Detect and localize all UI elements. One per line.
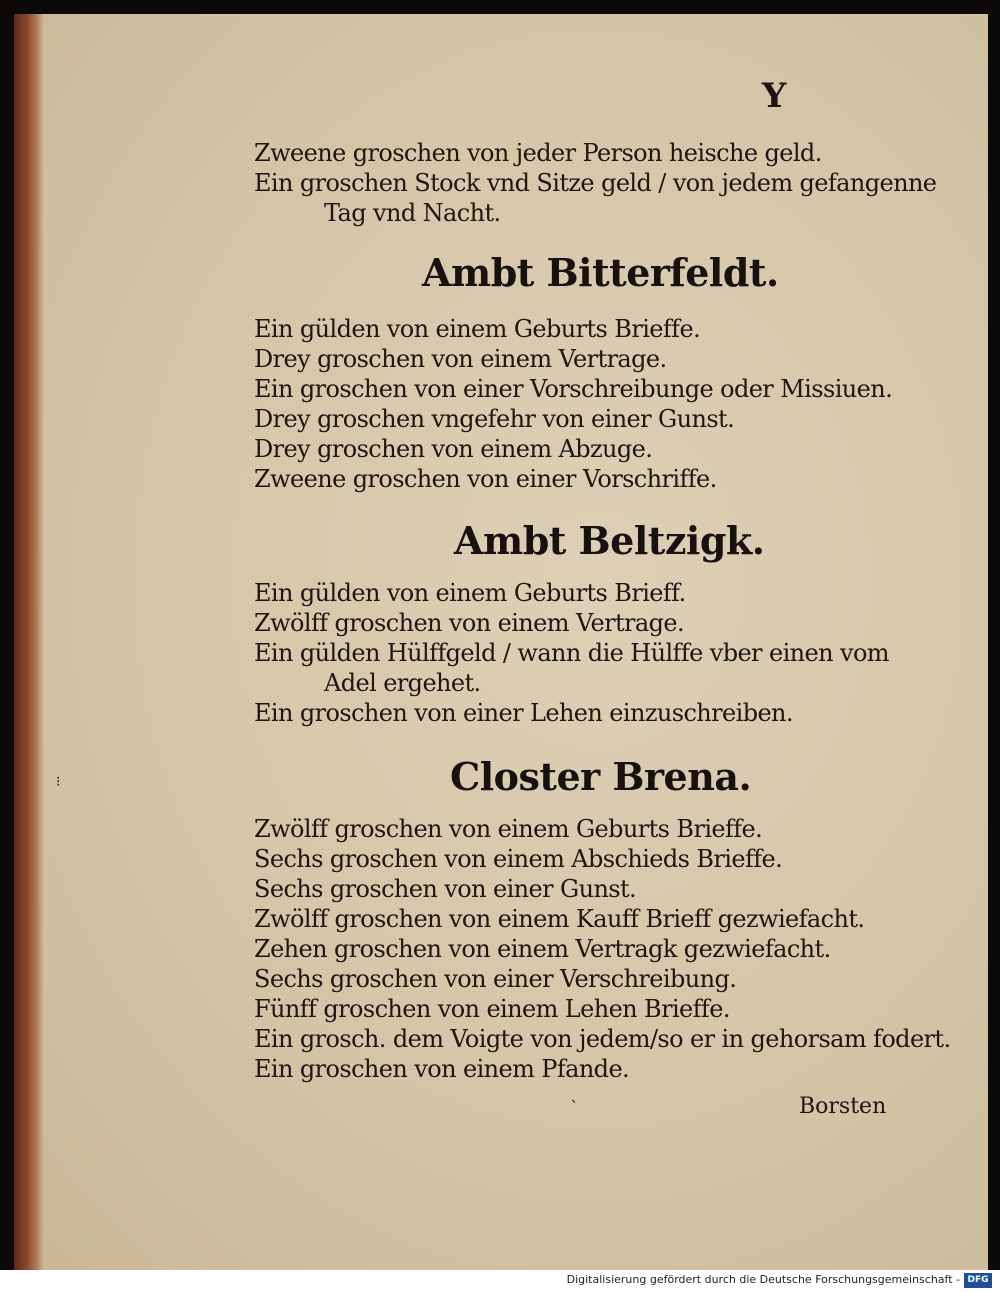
text-line: Sechs groschen von einer Verschreibung. xyxy=(254,965,737,993)
footer-credit: Digitalisierung gefördert durch die Deutsche Forschungsgemeinschaft - xyxy=(566,1273,960,1286)
text-line: Zehen groschen von einem Vertragk gezwiefacht. xyxy=(254,935,831,963)
text-line: Ein gülden von einem Geburts Brieff. xyxy=(254,579,686,607)
text-line: Ein grosch. dem Voigte von jedem/so er in gehorsam fodert. xyxy=(254,1025,951,1053)
text-line: Drey groschen von einem Vertrage. xyxy=(254,345,667,373)
section-heading: Closter Brena. xyxy=(450,754,752,799)
text-line: Fünff groschen von einem Lehen Brieffe. xyxy=(254,995,730,1023)
text-line: Ein gülden Hülffgeld / wann die Hülffe vber einen vom xyxy=(254,639,889,667)
text-line: Drey groschen vngefehr von einer Gunst. xyxy=(254,405,735,433)
ink-mark: ˋ xyxy=(570,1098,579,1119)
text-line: Ein groschen von einem Pfande. xyxy=(254,1055,630,1083)
text-line: Zwölff groschen von einem Kauff Brieff gezwiefacht. xyxy=(254,905,865,933)
section-heading: Ambt Bitterfeldt. xyxy=(422,250,779,295)
text-line: Adel ergehet. xyxy=(324,669,481,697)
text-line: Sechs groschen von einer Gunst. xyxy=(254,875,637,903)
catchword: Borsten xyxy=(799,1094,887,1119)
book-page xyxy=(14,14,988,1270)
text-line: Sechs groschen von einem Abschieds Brieffe. xyxy=(254,845,783,873)
signature-mark: Y xyxy=(762,76,787,116)
section-heading: Ambt Beltzigk. xyxy=(454,518,765,563)
text-line: Drey groschen von einem Abzuge. xyxy=(254,435,653,463)
dfg-logo: DFG xyxy=(964,1273,992,1288)
text-line: Tag vnd Nacht. xyxy=(324,199,501,227)
text-line: Ein groschen von einer Lehen einzuschreiben. xyxy=(254,699,793,727)
text-line: Zweene groschen von jeder Person heische geld. xyxy=(254,139,822,167)
book-spine-edge xyxy=(14,14,44,1270)
text-line: Zwölff groschen von einem Geburts Brieffe. xyxy=(254,815,763,843)
text-line: Zwölff groschen von einem Vertrage. xyxy=(254,609,684,637)
text-line: Zweene groschen von einer Vorschriffe. xyxy=(254,465,717,493)
text-line: Ein groschen Stock vnd Sitze geld / von jedem gefangenne xyxy=(254,169,937,197)
margin-mark: ⁝ xyxy=(56,774,61,790)
text-line: Ein groschen von einer Vorschreibunge oder Missiuen. xyxy=(254,375,893,403)
footer-bar xyxy=(0,1270,1000,1292)
text-line: Ein gülden von einem Geburts Brieffe. xyxy=(254,315,701,343)
